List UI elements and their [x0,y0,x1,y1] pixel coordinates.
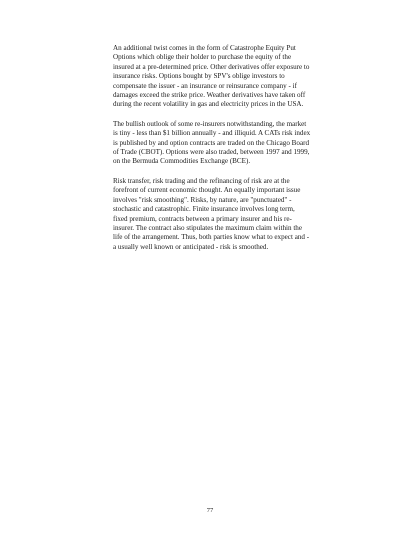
page-number: 77 [206,507,214,514]
paragraph-risk-smoothing: Risk transfer, risk trading and the refinancing of risk are at the forefront of current economic thought. An equally important issue involves "risk smoothing". Risks, by nature, are "punctuated" - stochastic and catastrophic. Finite insurance involves long term, fixed premium, contracts between a primary insurer and his re-insurer. The contract also stipulates the maximum claim within the life of the arrangement. Thus, both parties know what to expect and - a usually well known or anticipated - risk is smoothed. [113,176,310,251]
body-text [113,44,311,262]
paragraph-catastrophe-options: An additional twist comes in the form of Catastrophe Equity Put Options which oblige their holder to purchase the equity of the insured at a pre-determined price. Other derivatives offer exposure to insurance risks. Options bought by SPV's oblige investors to compensate the issuer - an insurance or reinsurance company - if damages exceed the strike price. Weather derivatives have taken off during the recent volatility in gas and electricity prices in the USA. [113,44,310,109]
paragraph-market-outlook: The bullish outlook of some re-insurers notwithstanding, the market is tiny - less than $1 billion annually - and illiquid. A CATs risk index is published by and option contracts are traded on the Chicago Board of Trade (CBOT). Options were also traded, between 1997 and 1999, on the Bermuda Commodities Exchange (BCE). [113,119,311,166]
